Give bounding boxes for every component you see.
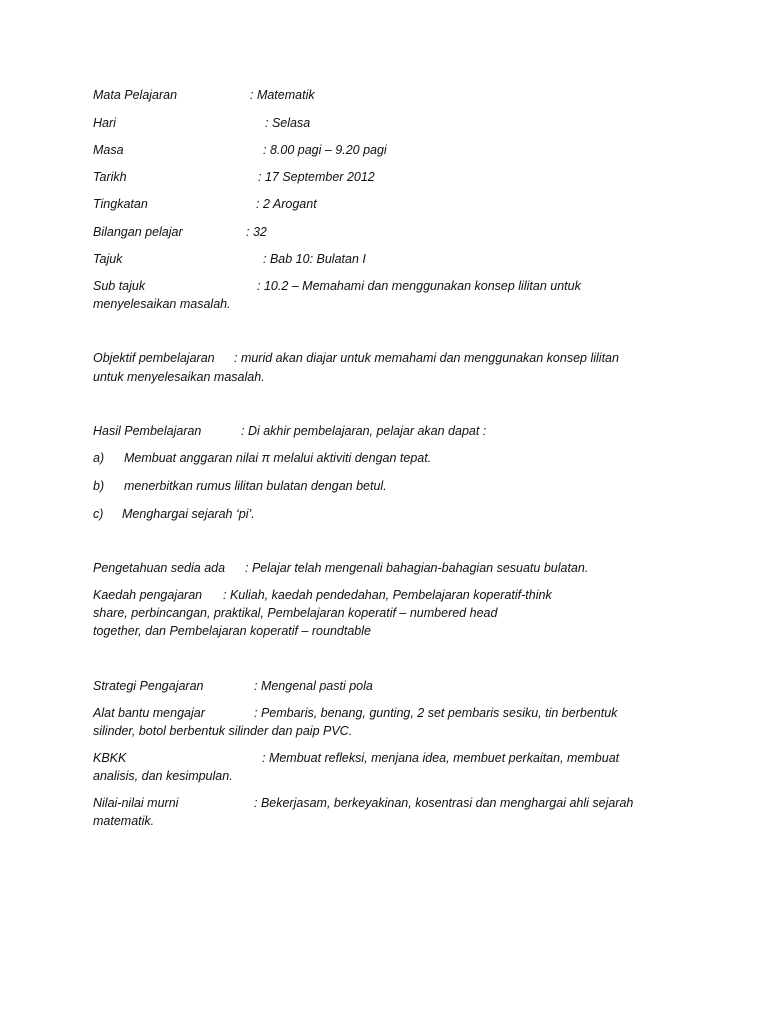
tingkatan-value: : 2 Arogant xyxy=(256,197,317,211)
nilai-murni-value: : Bekerjasam, berkeyakinan, kosentrasi dan menghargai ahli sejarah xyxy=(254,796,634,810)
hasil-pembelajaran-label: Hasil Pembelajaran xyxy=(93,424,202,438)
masa-label: Masa xyxy=(93,143,124,157)
pengetahuan-value: : Pelajar telah mengenali bahagian-bahagian sesuatu bulatan. xyxy=(245,561,589,575)
sub-tajuk-label: Sub tajuk xyxy=(93,279,146,293)
pengetahuan-label: Pengetahuan sedia ada xyxy=(93,561,226,575)
kbkk-continuation: analisis, dan kesimpulan. xyxy=(93,769,233,783)
alat-bantu-label: Alat bantu mengajar xyxy=(93,706,205,720)
kaedah-value-line1: : Kuliah, kaedah pendedahan, Pembelajaran koperatif-think xyxy=(223,588,552,602)
hasil-pembelajaran-value: : Di akhir pembelajaran, pelajar akan dapat : xyxy=(241,424,487,438)
list-item-a-text: Membuat anggaran nilai π melalui aktiviti dengan tepat. xyxy=(124,451,432,465)
nilai-murni-label: Nilai-nilai murni xyxy=(93,796,179,810)
kaedah-value-line3: together, dan Pembelajaran koperatif – roundtable xyxy=(93,624,371,638)
hari-label: Hari xyxy=(93,116,116,130)
strategi-value: : Mengenal pasti pola xyxy=(254,679,373,693)
kbkk-label: KBKK xyxy=(93,751,127,765)
list-item-c-text: Menghargai sejarah ‘pi’. xyxy=(122,507,255,521)
alat-bantu-continuation: silinder, botol berbentuk silinder dan paip PVC. xyxy=(93,724,353,738)
tingkatan-label: Tingkatan xyxy=(93,197,148,211)
kaedah-label: Kaedah pengajaran xyxy=(93,588,203,602)
objektif-continuation: untuk menyelesaikan masalah. xyxy=(93,370,265,384)
nilai-murni-continuation: matematik. xyxy=(93,814,155,828)
list-item-b-text: menerbitkan rumus lilitan bulatan dengan betul. xyxy=(124,479,387,493)
mata-pelajaran-label: Mata Pelajaran xyxy=(93,88,178,102)
list-item-a-mark: a) xyxy=(93,451,105,465)
alat-bantu-value: : Pembaris, benang, gunting, 2 set pembaris sesiku, tin berbentuk xyxy=(254,706,618,720)
mata-pelajaran-value: : Matematik xyxy=(250,88,315,102)
tajuk-label: Tajuk xyxy=(93,252,123,266)
list-item-b-mark: b) xyxy=(93,479,105,493)
objektif-value: : murid akan diajar untuk memahami dan menggunakan konsep lilitan xyxy=(234,351,619,365)
kaedah-value-line2: share, perbincangan, praktikal, Pembelajaran koperatif – numbered head xyxy=(93,606,498,620)
tajuk-value: : Bab 10: Bulatan I xyxy=(263,252,366,266)
strategi-label: Strategi Pengajaran xyxy=(93,679,204,693)
hari-value: : Selasa xyxy=(265,116,311,130)
kbkk-value: : Membuat refleksi, menjana idea, membuet perkaitan, membuat xyxy=(262,751,620,765)
sub-tajuk-continuation: menyelesaikan masalah. xyxy=(93,297,231,311)
tarikh-label: Tarikh xyxy=(93,170,127,184)
list-item-c-mark: c) xyxy=(93,507,104,521)
masa-value: : 8.00 pagi – 9.20 pagi xyxy=(263,143,387,157)
tarikh-value: : 17 September 2012 xyxy=(258,170,375,184)
sub-tajuk-value: : 10.2 – Memahami dan menggunakan konsep lilitan untuk xyxy=(257,279,581,293)
bilangan-pelajar-label: Bilangan pelajar xyxy=(93,225,183,239)
objektif-label: Objektif pembelajaran xyxy=(93,351,215,365)
bilangan-pelajar-value: : 32 xyxy=(246,225,267,239)
